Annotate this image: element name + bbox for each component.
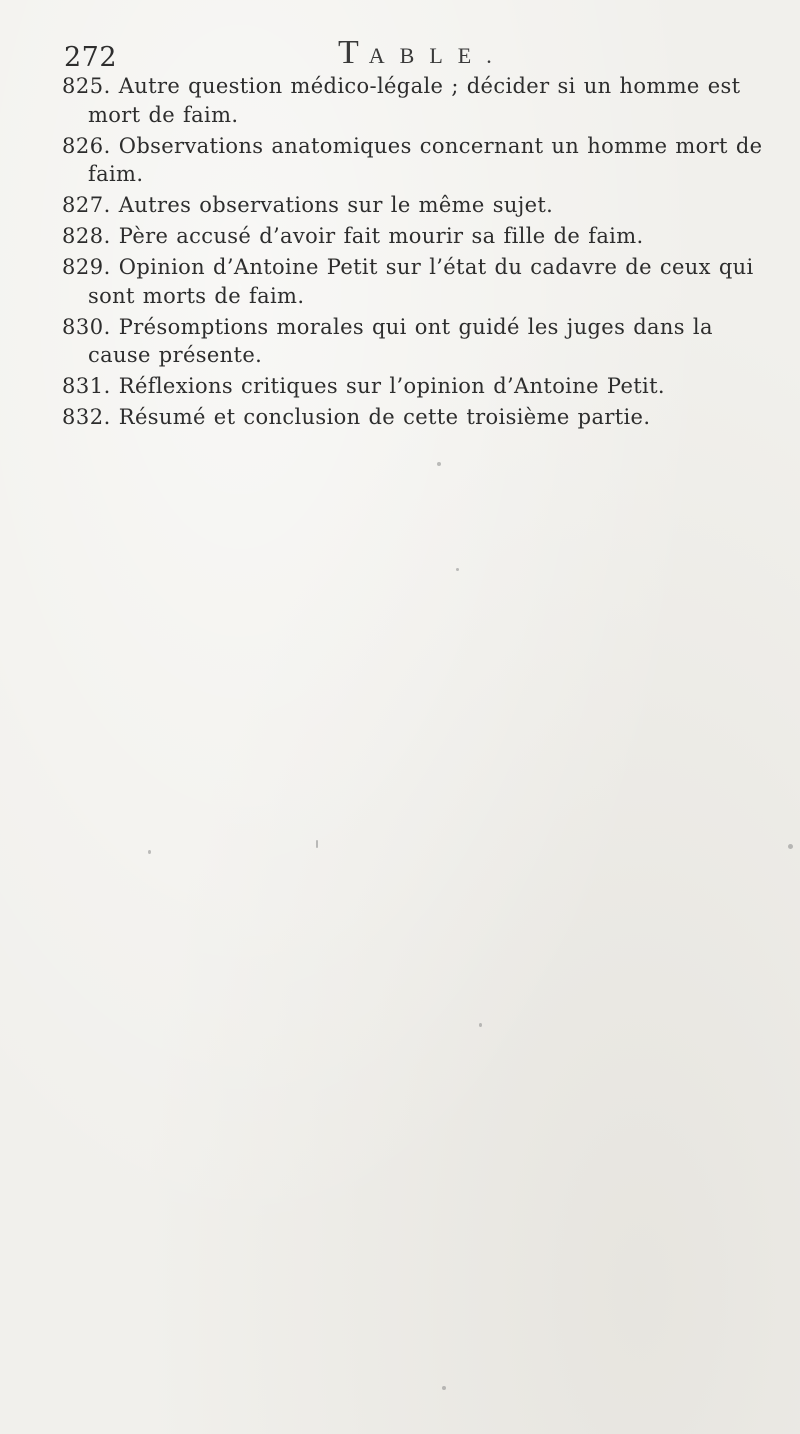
toc-entry <box>62 253 782 310</box>
toc-entry <box>62 132 782 189</box>
running-title-initial: T <box>338 34 369 71</box>
entry-number: 827. <box>62 193 111 217</box>
entry-number: 828. <box>62 224 111 248</box>
toc-entry <box>62 313 782 370</box>
entry-number: 831. <box>62 374 111 398</box>
paper-speck <box>437 462 441 466</box>
table-of-contents <box>62 72 782 434</box>
toc-entry <box>62 222 782 251</box>
toc-entry <box>62 191 782 220</box>
running-title-rest: ABLE. <box>368 43 507 68</box>
entry-number: 832. <box>62 405 111 429</box>
paper-speck <box>442 1386 446 1390</box>
toc-entry <box>62 72 782 129</box>
toc-entry <box>62 403 782 432</box>
entry-text: Observations anatomiques concernant un homme mort de faim. <box>88 133 763 186</box>
entry-text: Père accusé d’avoir fait mourir sa fille de faim. <box>118 224 644 248</box>
paper-speck <box>479 1023 482 1027</box>
paper-speck <box>788 844 793 849</box>
paper-speck <box>148 850 151 854</box>
entry-text: Réflexions critiques sur l’opinion d’Antoine Petit. <box>118 374 665 398</box>
entry-number: 826. <box>62 133 111 158</box>
entry-text: Autres observations sur le même sujet. <box>118 193 554 217</box>
entry-text: Présomptions morales qui ont guidé les juges dans la cause présente. <box>88 314 713 367</box>
entry-text: Résumé et conclusion de cette troisième partie. <box>118 405 651 429</box>
paper-speck <box>316 840 318 848</box>
running-title <box>338 34 507 72</box>
page-header <box>60 24 760 72</box>
toc-entry <box>62 372 782 401</box>
entry-text: Opinion d’Antoine Petit sur l’état du cadavre de ceux qui sont morts de faim. <box>88 255 754 308</box>
page-number: 272 <box>64 42 118 73</box>
paper-speck <box>456 568 459 571</box>
entry-number: 830. <box>62 314 111 339</box>
entry-number: 825. <box>62 74 111 98</box>
entry-number: 829. <box>62 255 111 279</box>
entry-text: Autre question médico-légale ; décider si un homme est mort de faim. <box>88 74 741 127</box>
